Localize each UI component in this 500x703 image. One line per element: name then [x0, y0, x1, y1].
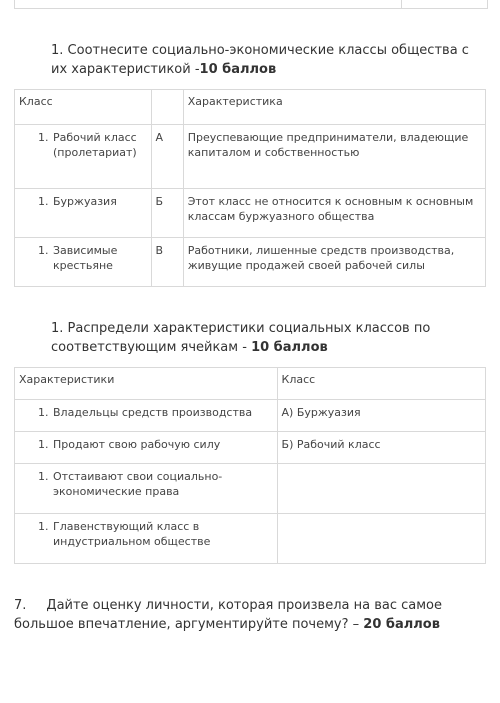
class-cell [277, 514, 485, 564]
question-2-points: 10 баллов [251, 340, 328, 355]
characteristic-cell: 1. Владельцы средств производства [15, 400, 278, 432]
class-cell: Б) Рабочий класс [277, 432, 485, 464]
description-cell: Преуспевающие предприниматели, владеющие капиталом и собственностью [183, 125, 485, 189]
description-cell: Работники, лишенные средств производства, живущие продажей своей рабочей силы [183, 238, 485, 287]
question-2-heading [51, 319, 481, 357]
question-1-text: 1. Соотнесите социально-экономические классы общества с их характеристикой - [51, 43, 469, 77]
table-header-row [15, 368, 486, 400]
table-row [15, 125, 486, 189]
class-cell: 1. Буржуазия [15, 189, 152, 238]
table-row [15, 514, 486, 564]
table-cell-divider [401, 0, 402, 8]
table-row [15, 400, 486, 432]
table-header-row [15, 90, 486, 125]
question-1-heading [51, 41, 481, 79]
question-7-points: 20 баллов [363, 617, 440, 632]
table-row [15, 238, 486, 287]
header-letter [151, 90, 183, 125]
class-matching-table [14, 89, 486, 287]
table-row [15, 432, 486, 464]
class-cell [277, 464, 485, 514]
table-row [15, 189, 486, 238]
class-cell: А) Буржуазия [277, 400, 485, 432]
header-class: Класс [15, 90, 152, 125]
question-7-number: 7. [14, 598, 27, 613]
header-class: Класс [277, 368, 485, 400]
header-characteristic: Характеристика [183, 90, 485, 125]
characteristic-cell: 1. Главенствующий класс в индустриальном обществе [15, 514, 278, 564]
characteristic-cell: 1. Продают свою рабочую силу [15, 432, 278, 464]
characteristic-cell: 1. Отстаивают свои социально-экономические права [15, 464, 278, 514]
description-cell: Этот класс не относится к основным к основным классам буржуазного общества [183, 189, 485, 238]
table-row [15, 464, 486, 514]
letter-cell: А [151, 125, 183, 189]
class-cell: 1. Рабочий класс (пролетариат) [15, 125, 152, 189]
class-distribution-table [14, 367, 486, 564]
question-2-text: 1. Распредели характеристики социальных классов по соответствующим ячейкам - [51, 321, 431, 355]
letter-cell: В [151, 238, 183, 287]
question-7-text: Дайте оценку личности, которая произвела на вас самое большое впечатление, аргументируйте почему? – [14, 598, 442, 632]
question-7-heading [14, 596, 492, 634]
letter-cell: Б [151, 189, 183, 238]
previous-table-fragment [14, 0, 488, 9]
class-cell: 1. Зависимые крестьяне [15, 238, 152, 287]
header-characteristics: Характеристики [15, 368, 278, 400]
question-1-points: 10 баллов [199, 62, 277, 77]
